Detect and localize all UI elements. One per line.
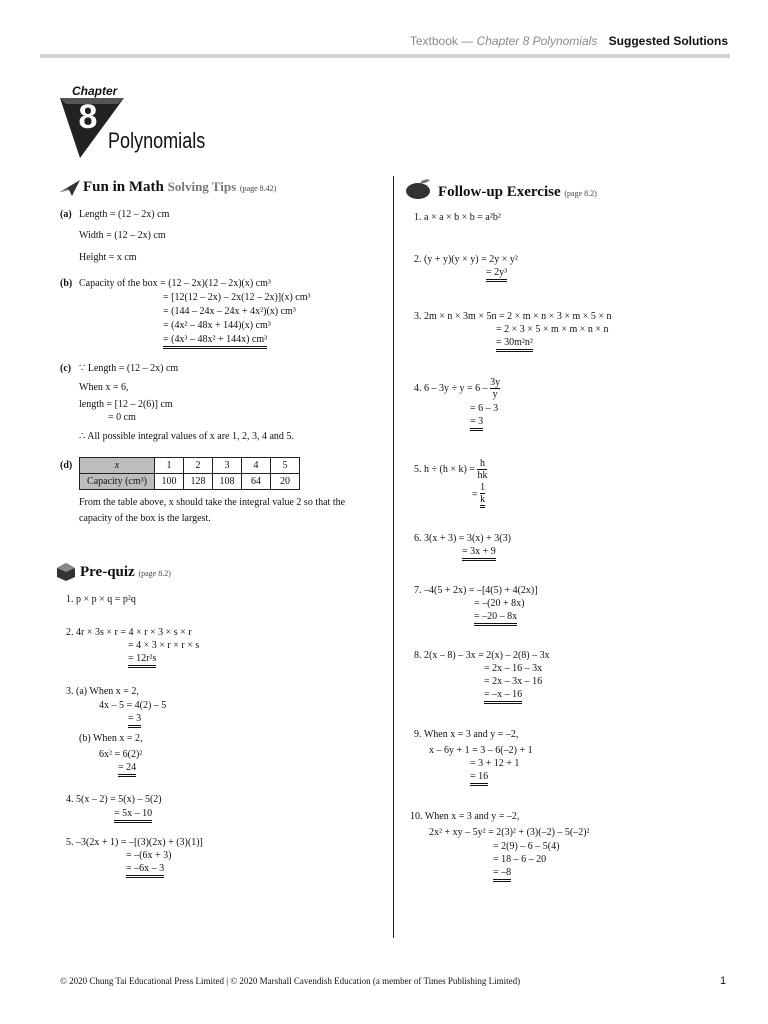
header-textbook: Textbook	[409, 34, 458, 48]
table-row	[80, 458, 300, 474]
table-cell: 20	[271, 474, 300, 490]
prequiz-q3e: 6x² = 6(2)²	[99, 749, 143, 760]
followup-e5a: 5. h ÷ (h × k) =	[414, 463, 475, 475]
followup-e9a: 9. When x = 3 and y = –2,	[414, 729, 519, 740]
prequiz-q3a: 3. (a) When x = 2,	[66, 686, 139, 697]
capacity-table	[79, 457, 300, 490]
followup-e10c: = 2(9) – 6 – 5(4)	[493, 841, 560, 852]
table-cell: 3	[213, 458, 242, 474]
fraction-denominator: y	[492, 389, 498, 400]
followup-e3a: 3. 2m × n × 3m × 5n = 2 × m × n × 3 × m × 5 × n	[414, 311, 612, 322]
table-cell: 2	[184, 458, 213, 474]
followup-e5b-line	[472, 482, 485, 508]
followup-e6a: 6. 3(x + 3) = 3(x) + 3(3)	[414, 533, 511, 544]
table-cell: 128	[184, 474, 213, 490]
followup-e8c: = 2x – 3x – 16	[484, 676, 543, 687]
followup-e9d: = 16	[470, 771, 488, 786]
fun-c2: When x = 6,	[79, 382, 129, 393]
prequiz-q3d: (b) When x = 2,	[79, 733, 143, 744]
followup-e7a: 7. –4(5 + 2x) = –[4(5) + 4(2x)]	[414, 585, 538, 596]
fraction	[490, 377, 500, 400]
header-dash: —	[461, 34, 474, 48]
prequiz-title: Pre-quiz	[80, 564, 135, 580]
fraction-numerator: 3y	[490, 377, 501, 388]
prequiz-q3f: = 24	[118, 762, 136, 777]
followup-e9c: = 3 + 12 + 1	[470, 758, 520, 769]
prequiz-q1: 1. p × p × q = p²q	[66, 594, 136, 605]
table-cell: 4	[242, 458, 271, 474]
table-cell: 64	[242, 474, 271, 490]
followup-e4c: = 3	[470, 416, 483, 431]
label-b: (b)	[60, 278, 73, 289]
table-head-x: x	[80, 458, 155, 474]
fun-subtitle: Solving Tips	[167, 179, 237, 194]
table-cell: 100	[155, 474, 184, 490]
fun-a2: Width = (12 – 2x) cm	[79, 230, 166, 241]
fun-c4: = 0 cm	[108, 412, 136, 423]
fun-b2: = [12(12 – 2x) – 2x(12 – 2x)](x) cm³	[163, 292, 311, 303]
header-rule	[40, 54, 730, 58]
followup-e10e: = –8	[493, 867, 511, 882]
prequiz-q5b: = –(6x + 3)	[126, 850, 172, 861]
followup-e5	[414, 458, 487, 481]
fraction-denominator: hk	[477, 470, 488, 481]
followup-e6b: = 3x + 9	[462, 546, 496, 561]
label-a: (a)	[60, 209, 72, 220]
fun-b1: Capacity of the box = (12 – 2x)(12 – 2x)(x) cm³	[79, 278, 271, 289]
column-divider	[393, 176, 394, 938]
followup-e9b: x – 6y + 1 = 3 – 6(–2) + 1	[429, 745, 533, 756]
page-footer: © 2020 Chung Tai Educational Press Limited | © 2020 Marshall Cavendish Education (a member of Times Publishing Limited)	[60, 976, 521, 986]
header-solutions: Suggested Solutions	[608, 34, 728, 48]
chapter-title: Polynomials	[108, 128, 206, 153]
fun-b3: = (144 – 24x – 24x + 4x²)(x) cm³	[163, 306, 296, 317]
followup-e3c: = 30m²n²	[496, 337, 533, 352]
fun-c5: ∴ All possible integral values of x are 1, 2, 3, 4 and 5.	[79, 431, 294, 442]
table-cell: 108	[213, 474, 242, 490]
fun-in-math-heading	[83, 179, 276, 196]
fun-a1: Length = (12 – 2x) cm	[79, 209, 170, 220]
chapter-label: Chapter	[72, 84, 118, 98]
fun-page-ref: (page 8.42)	[239, 184, 277, 193]
followup-e1: 1. a × a × b × b = a²b²	[414, 212, 501, 223]
followup-e8d: = –x – 16	[484, 689, 522, 704]
fun-c3: length = [12 – 2(6)] cm	[79, 399, 173, 410]
followup-e7c: = –20 – 8x	[474, 611, 517, 626]
fraction-numerator: h	[477, 458, 487, 470]
prequiz-q4b: = 5x – 10	[114, 808, 152, 823]
followup-title: Follow-up Exercise	[438, 184, 561, 200]
bird-icon	[58, 178, 82, 198]
chapter-number: 8	[78, 98, 98, 136]
followup-e4b: = 6 – 3	[470, 403, 499, 414]
prequiz-q5c: = –6x – 3	[126, 863, 164, 878]
fun-d1: From the table above, x should take the integral value 2 so that the	[79, 497, 346, 508]
followup-e5b: =	[472, 489, 478, 501]
fun-c1: ∵ Length = (12 – 2x) cm	[79, 363, 179, 374]
label-d: (d)	[60, 460, 73, 471]
pre-quiz-heading	[80, 564, 171, 581]
fraction-denominator: k	[480, 494, 486, 505]
table-head-capacity: Capacity (cm³)	[80, 474, 155, 490]
followup-e2a: 2. (y + y)(y × y) = 2y × y²	[414, 254, 518, 265]
fun-b4: = (4x² – 48x + 144)(x) cm³	[163, 320, 271, 331]
fun-b5: = (4x³ – 48x² + 144x) cm³	[163, 334, 267, 349]
followup-e7b: = –(20 + 8x)	[474, 598, 525, 609]
fraction	[477, 458, 487, 481]
prequiz-q4a: 4. 5(x – 2) = 5(x) – 5(2)	[66, 794, 162, 805]
page-number: 1	[720, 975, 727, 987]
follow-up-heading	[438, 184, 597, 201]
prequiz-q2c: = 12r²s	[128, 653, 156, 668]
table-cell: 5	[271, 458, 300, 474]
prequiz-q5a: 5. –3(2x + 1) = –[(3)(2x) + (3)(1)]	[66, 837, 203, 848]
prequiz-q2b: = 4 × 3 × r × r × s	[128, 640, 200, 651]
fun-d2: capacity of the box is the largest.	[79, 513, 211, 524]
followup-e10d: = 18 – 6 – 20	[493, 854, 547, 865]
followup-e8a: 8. 2(x – 8) – 3x = 2(x) – 2(8) – 3x	[414, 650, 550, 661]
followup-e4	[414, 377, 500, 400]
fraction-numerator: 1	[480, 482, 486, 493]
fraction	[480, 482, 485, 508]
followup-e4a: 4. 6 – 3y ÷ y = 6 –	[414, 382, 488, 394]
fun-a3: Height = x cm	[79, 252, 137, 263]
prequiz-q3c: = 3	[128, 713, 141, 728]
followup-e8b: = 2x – 16 – 3x	[484, 663, 543, 674]
followup-e2b: = 2y³	[486, 267, 507, 282]
followup-e10b: 2x² + xy – 5y² = 2(3)² + (3)(–2) – 5(–2)²	[429, 827, 590, 838]
prequiz-page-ref: (page 8.2)	[138, 569, 171, 578]
prequiz-q2a: 2. 4r × 3s × r = 4 × r × 3 × s × r	[66, 627, 192, 638]
label-c: (c)	[60, 363, 72, 374]
cube-icon	[56, 562, 76, 582]
header-chapter-ref: Chapter 8 Polynomials	[476, 34, 598, 48]
apple-icon	[404, 178, 434, 200]
prequiz-q3b: 4x – 5 = 4(2) – 5	[99, 700, 167, 711]
followup-e10a: 10. When x = 3 and y = –2,	[410, 811, 520, 822]
fun-title: Fun in Math	[83, 179, 164, 195]
table-cell: 1	[155, 458, 184, 474]
followup-page-ref: (page 8.2)	[564, 189, 597, 198]
table-row	[80, 474, 300, 490]
followup-e3b: = 2 × 3 × 5 × m × m × n × n	[496, 324, 609, 335]
page-header	[0, 34, 728, 48]
